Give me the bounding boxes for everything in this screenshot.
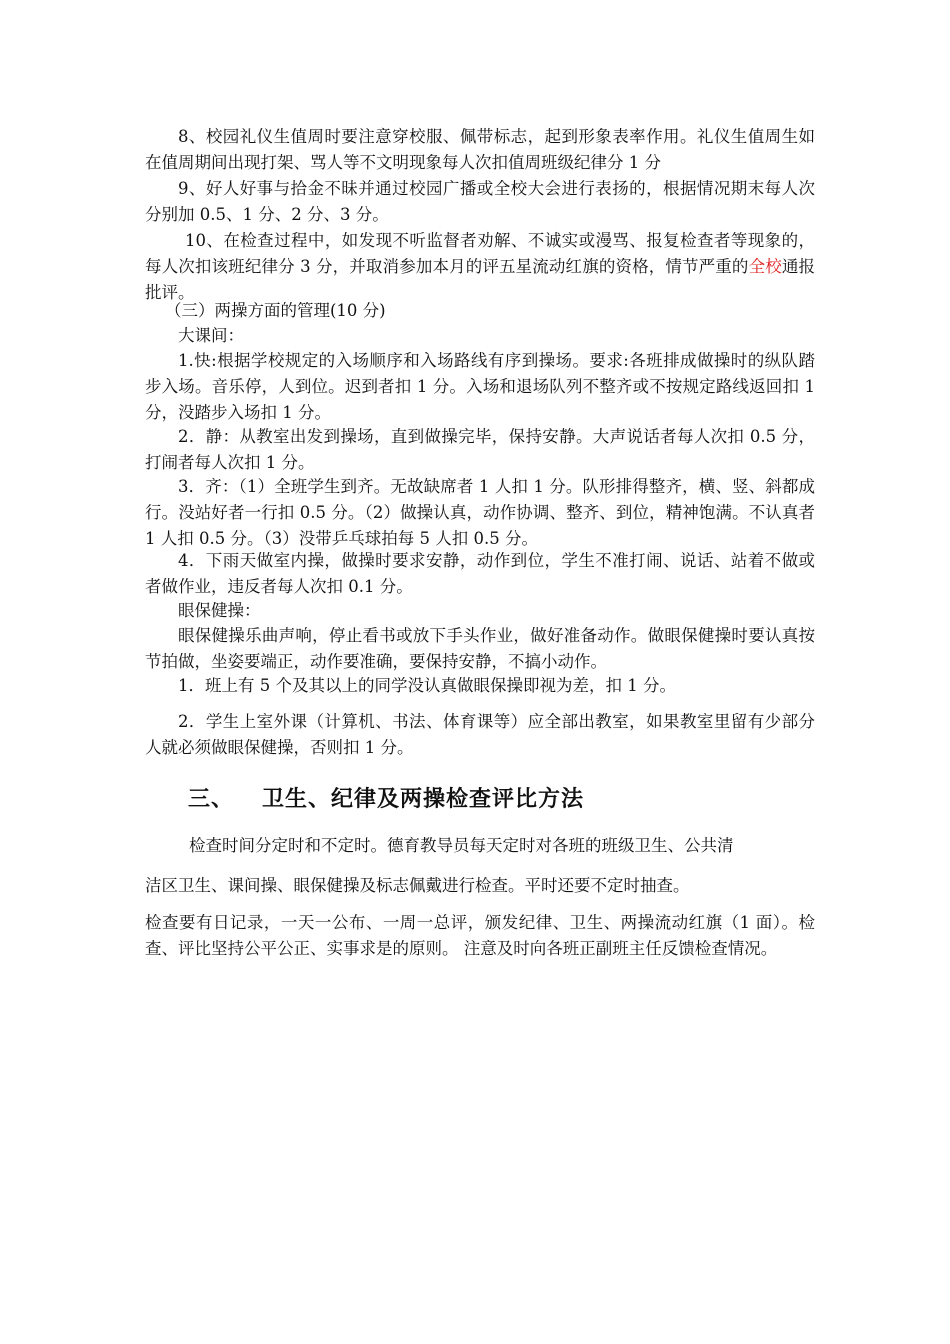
paragraph-item-10 <box>145 228 815 306</box>
paragraph-item-10-end: 通报批评。 <box>145 257 815 302</box>
section-number: 三、 <box>188 786 235 812</box>
rule-item-4: 4．下雨天做室内操，做操时要求安静，动作到位，学生不准打闹、说话、站着不做或者做作业，违反者每人次扣 0.1 分。 <box>145 551 815 596</box>
section-title-text: 卫生、纪律及两操检查评比方法 <box>262 786 585 812</box>
closing-line-1: 检查时间分定时和不定时。德育教导员每天定时对各班的班级卫生、公共清 <box>189 836 734 855</box>
section-title <box>188 782 584 813</box>
rule-item-2: 2．静：从教室出发到操场，直到做操完毕，保持安静。大声说话者每人次扣 0.5 分，打闹者每人次扣 1 分。 <box>145 427 815 472</box>
eye-rule-item-1: 1．班上有 5 个及其以上的同学没认真做眼保操即视为差，扣 1 分。 <box>178 676 676 695</box>
subheading-eye-exercise: 眼保健操： <box>178 601 261 620</box>
rule-item-3: 3．齐：（1）全班学生到齐。无故缺席者 1 人扣 1 分。队形排得整齐，横、竖、斜都成行。没站好者一行扣 0.5 分。（2）做操认真，动作协调、整齐、到位，精神饱满。不认真者 1 人扣 0.5 分。（3）没带乒乓球拍每 5 人扣 0.5 分。 <box>145 477 815 548</box>
paragraph-item-10-text: 10、在检查过程中，如发现不听监督者劝解、不诚实或漫骂、报复检查者等现象的，每人次扣该班纪律分 3 分，并取消参加本月的评五星流动红旗的资格，情节严重的 <box>145 231 815 276</box>
highlighted-text: 全校 <box>748 257 782 276</box>
eye-exercise-description: 眼保健操乐曲声响，停止看书或放下手头作业，做好准备动作。做眼保健操时要认真按节拍做，坐姿要端正，动作要准确，要保持安静，不搞小动作。 <box>145 626 815 671</box>
section-heading-exercises: （三）两操方面的管理(10 分) <box>165 301 386 320</box>
closing-paragraph: 检查要有日记录，一天一公布、一周一总评，颁发纪律、卫生、两操流动红旗（1 面）。检查、评比坚持公平公正、实事求是的原则。 注意及时向各班正副班主任反馈检查情况。 <box>145 913 815 958</box>
paragraph-item-8: 8、校园礼仪生值周时要注意穿校服、佩带标志，起到形象表率作用。礼仪生值周生如在值周期间出现打架、骂人等不文明现象每人次扣值周班级纪律分 1 分 <box>145 127 815 172</box>
closing-line-2: 洁区卫生、课间操、眼保健操及标志佩戴进行检查。平时还要不定时抽查。 <box>145 876 690 895</box>
eye-rule-item-2: 2．学生上室外课（计算机、书法、体育课等）应全部出教室，如果教室里留有少部分人就必须做眼保健操，否则扣 1 分。 <box>145 712 815 757</box>
rule-item-1: 1.快:根据学校规定的入场顺序和入场路线有序到操场。要求:各班排成做操时的纵队踏步入场。音乐停，人到位。迟到者扣 1 分。入场和退场队列不整齐或不按规定路线返回扣 1 分，没踏步入场扣 1 分。 <box>145 351 815 422</box>
subheading-big-break: 大课间： <box>178 326 244 345</box>
paragraph-item-9: 9、好人好事与拾金不昧并通过校园广播或全校大会进行表扬的，根据情况期末每人次分别加 0.5、1 分、2 分、3 分。 <box>145 179 815 224</box>
